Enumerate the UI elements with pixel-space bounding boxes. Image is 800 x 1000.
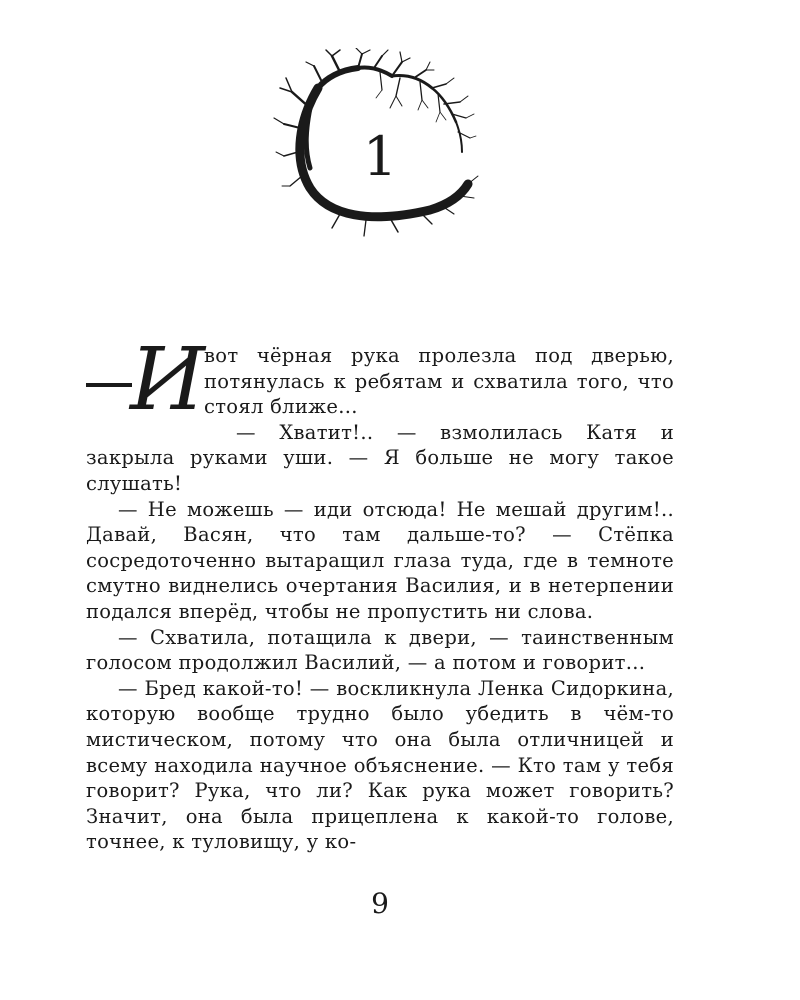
drop-cap-letter: И xyxy=(130,330,206,430)
page-number: 9 xyxy=(371,887,389,920)
drop-cap-dash xyxy=(86,383,132,387)
paragraph-text: вот чёрная рука пролезла под дверью, потянулась к ребятам и схватила того, что стоял ближе... xyxy=(204,344,674,419)
paragraph: — Не можешь — иди отсюда! Не мешай другим!.. Давай, Васян, что там дальше-то? — Стёпка сосредоточенно вытаращил глаза туда, где в темноте смутно виднелись очертания Василия, и в нетерпении подался вперёд, чтобы не пропустить ни слова. xyxy=(86,497,674,623)
drop-cap xyxy=(86,330,206,430)
chapter-number: 1 xyxy=(362,125,398,188)
paragraph: — Хватит!.. — взмолилась Катя и закрыла руками уши. — Я больше не могу такое слушать! xyxy=(86,420,674,495)
paragraph-opening xyxy=(86,330,674,430)
chapter-text xyxy=(86,330,674,855)
paragraph: — Бред какой-то! — воскликнула Ленка Сидоркина, которую вообще трудно было убедить в чём-то мистическом, потому что она была отличницей и всему находила научное объяснение. — Кто там у тебя говорит? Рука, что ли? Как рука может говорить? Значит, она была прицеплена к какой-то голове, точнее, к туловищу, у ко- xyxy=(86,676,674,854)
paragraph: — Схватила, потащила к двери, — таинственным голосом продолжил Василий, — а потом и говорит... xyxy=(86,625,674,675)
